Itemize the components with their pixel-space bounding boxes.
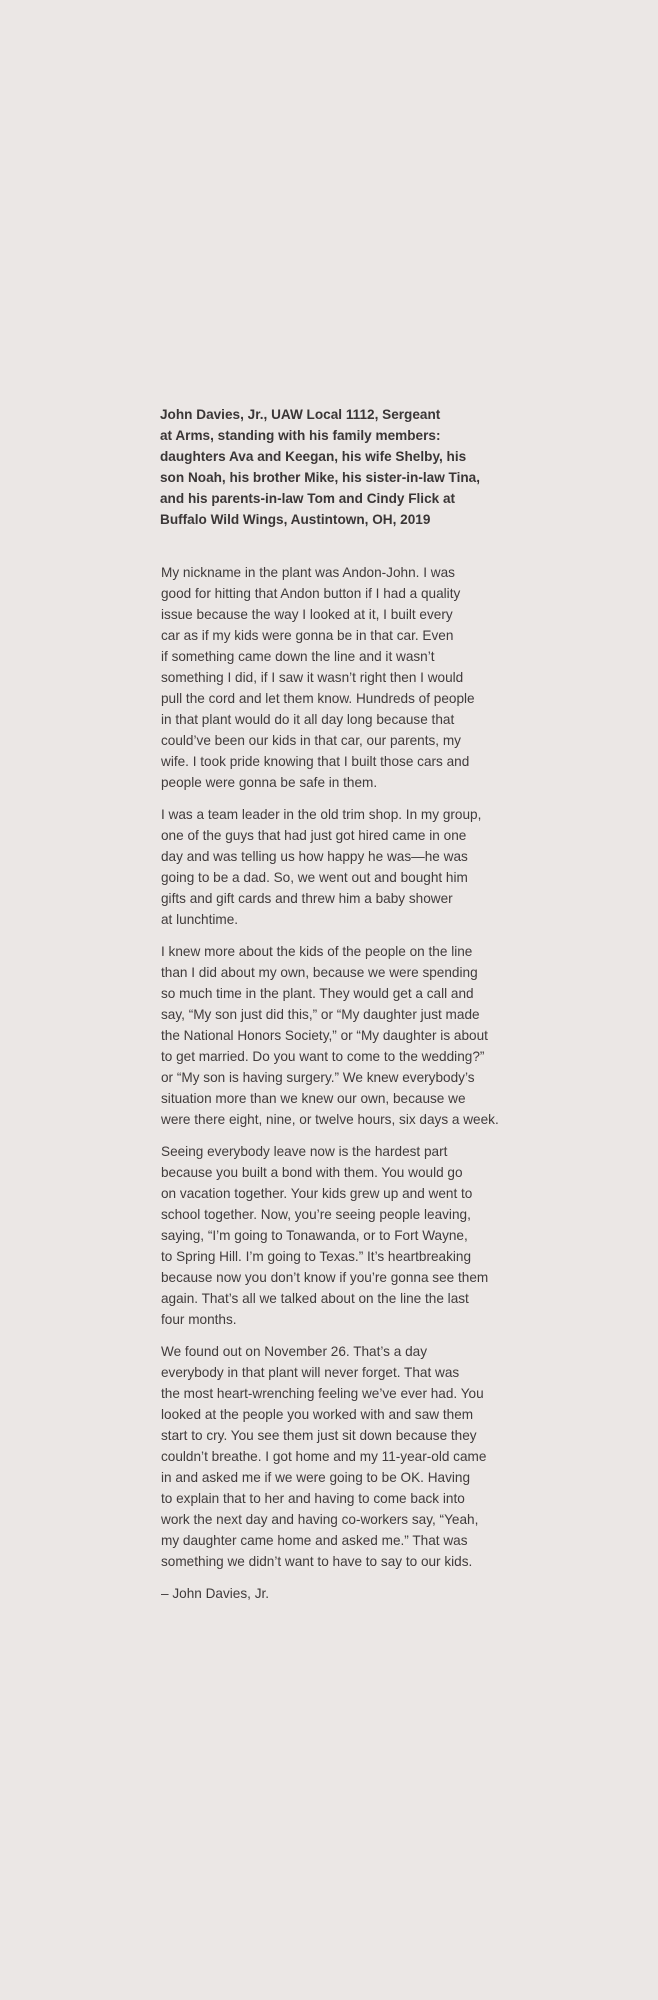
text-line: car as if my kids were gonna be in that car. Even [161, 628, 454, 643]
text-line: something I did, if I saw it wasn’t right then I would [161, 670, 464, 685]
text-line: to Spring Hill. I’m going to Texas.” It’s heartbreaking [161, 1249, 472, 1264]
text-line: start to cry. You see them just sit down because they [161, 1428, 477, 1443]
paragraph-1 [161, 562, 501, 793]
text-line: one of the guys that had just got hired came in one [161, 828, 467, 843]
text-line: wife. I took pride knowing that I built those cars and [161, 754, 470, 769]
text-line: in and asked me if we were going to be OK. Having [161, 1470, 471, 1485]
text-line: to get married. Do you want to come to the wedding?” [161, 1049, 485, 1064]
photo-caption [160, 404, 500, 530]
text-line: everybody in that plant will never forget. That was [161, 1365, 460, 1380]
caption-line: and his parents-in-law Tom and Cindy Flick at [160, 491, 456, 506]
text-line: on vacation together. Your kids grew up and went to [161, 1186, 473, 1201]
text-line: than I did about my own, because we were spending [161, 965, 478, 980]
text-line: I was a team leader in the old trim shop. In my group, [161, 807, 482, 822]
text-line: pull the cord and let them know. Hundreds of people [161, 691, 475, 706]
text-line: saying, “I’m going to Tonawanda, or to Fort Wayne, [161, 1228, 468, 1243]
text-line: the most heart-wrenching feeling we’ve ever had. You [161, 1386, 484, 1401]
text-line: because now you don’t know if you’re gonna see them [161, 1270, 489, 1285]
text-line: something we didn’t want to have to say to our kids. [161, 1554, 473, 1569]
text-line: if something came down the line and it wasn’t [161, 649, 435, 664]
text-line: looked at the people you worked with and saw them [161, 1407, 474, 1422]
caption-line: daughters Ava and Keegan, his wife Shelby, his [160, 449, 467, 464]
text-line: to explain that to her and having to come back into [161, 1491, 465, 1506]
caption-line: at Arms, standing with his family members: [160, 428, 441, 443]
paragraph-3 [161, 941, 501, 1130]
caption-line: son Noah, his brother Mike, his sister-in-law Tina, [160, 470, 481, 485]
text-line: four months. [161, 1312, 237, 1327]
text-line: in that plant would do it all day long because that [161, 712, 455, 727]
text-line: Seeing everybody leave now is the hardest part [161, 1144, 448, 1159]
signature: – John Davies, Jr. [161, 1586, 270, 1601]
text-line: work the next day and having co-workers say, “Yeah, [161, 1512, 479, 1527]
text-line: could’ve been our kids in that car, our parents, my [161, 733, 461, 748]
text-line: I knew more about the kids of the people on the line [161, 944, 473, 959]
text-line: again. That’s all we talked about on the line the last [161, 1291, 469, 1306]
paragraph-2 [161, 804, 501, 930]
text-line: people were gonna be safe in them. [161, 775, 378, 790]
text-line: or “My son is having surgery.” We knew everybody’s [161, 1070, 475, 1085]
text-line: say, “My son just did this,” or “My daughter just made [161, 1007, 480, 1022]
text-line: issue because the way I looked at it, I built every [161, 607, 453, 622]
text-line: school together. Now, you’re seeing people leaving, [161, 1207, 471, 1222]
text-line: day and was telling us how happy he was—he was [161, 849, 468, 864]
text-line: because you built a bond with them. You would go [161, 1165, 463, 1180]
text-line: the National Honors Society,” or “My daughter is about [161, 1028, 488, 1043]
caption-line: Buffalo Wild Wings, Austintown, OH, 2019 [160, 512, 431, 527]
paragraph-5 [161, 1341, 501, 1572]
text-line: situation more than we knew our own, because we [161, 1091, 466, 1106]
text-line: My nickname in the plant was Andon-John. I was [161, 565, 455, 580]
caption-line: John Davies, Jr., UAW Local 1112, Sergeant [160, 407, 441, 422]
text-line: gifts and gift cards and threw him a baby shower [161, 891, 453, 906]
text-line: couldn’t breathe. I got home and my 11-year-old came [161, 1449, 487, 1464]
testimony-text [161, 562, 501, 1615]
text-line: good for hitting that Andon button if I had a quality [161, 586, 461, 601]
text-line: going to be a dad. So, we went out and bought him [161, 870, 468, 885]
paragraph-4 [161, 1141, 501, 1330]
text-line: We found out on November 26. That’s a day [161, 1344, 428, 1359]
text-line: were there eight, nine, or twelve hours, six days a week. [161, 1112, 499, 1127]
text-line: at lunchtime. [161, 912, 239, 927]
text-line: my daughter came home and asked me.” That was [161, 1533, 468, 1548]
text-line: so much time in the plant. They would get a call and [161, 986, 474, 1001]
